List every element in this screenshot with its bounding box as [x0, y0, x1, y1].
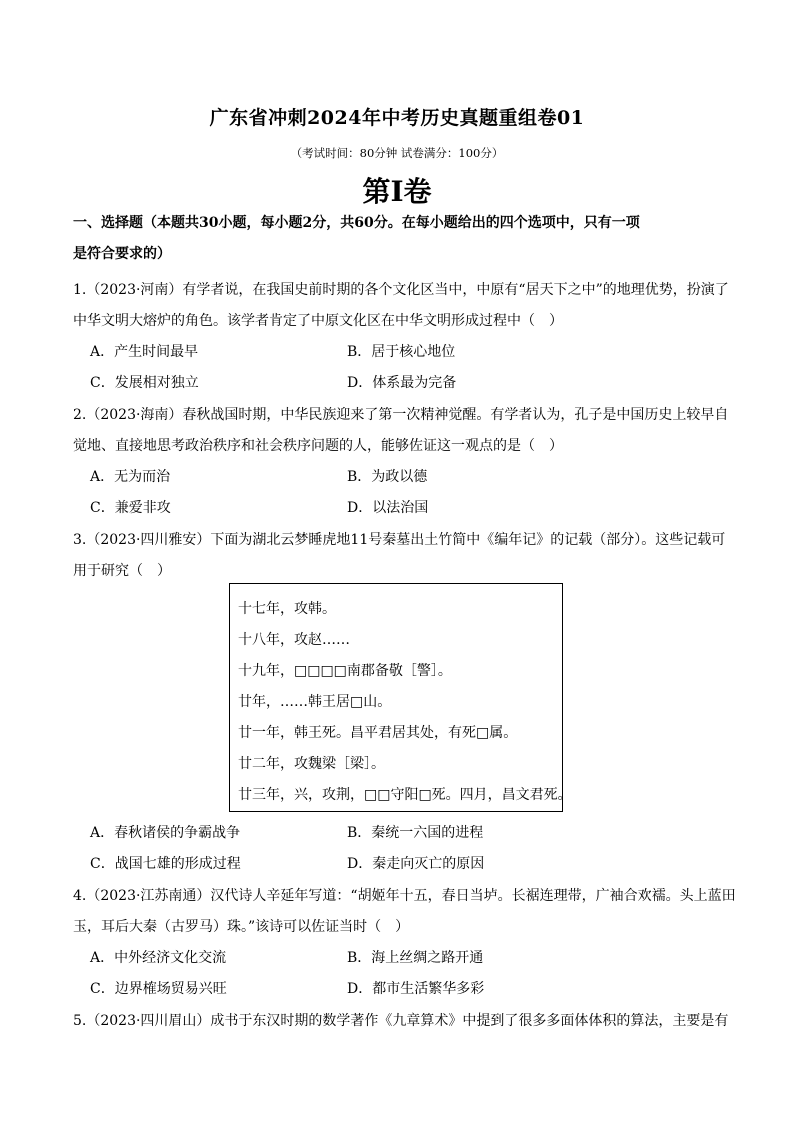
source-line: 廿年，……韩王居□山。: [238, 694, 392, 710]
question-4-line-2: 玉，耳后大秦（古罗马）珠。”该诗可以佐证当时（ ）: [73, 919, 410, 935]
q3-option-c[interactable]: C．战国七雄的形成过程: [90, 856, 241, 872]
source-material-box: [229, 583, 572, 812]
q1-option-b[interactable]: B．居于核心地位: [347, 344, 456, 360]
exam-subtitle: （考试时间：80分钟 试卷满分：100分）: [290, 146, 504, 160]
question-4-line-1: 4.（2023·江苏南通）汉代诗人辛延年写道：“胡姬年十五，春日当垆。长裾连理带，广袖合欢襦。头上蓝田: [73, 888, 736, 904]
source-line: 廿一年，韩王死。昌平君居其处，有死□属。: [238, 725, 518, 741]
exam-title: 广东省冲刺2024年中考历史真题重组卷01: [209, 107, 585, 129]
question-2-line-1: 2.（2023·海南）春秋战国时期，中华民族迎来了第一次精神觉醒。有学者认为，孔子是中国历史上较早自: [73, 407, 729, 423]
q1-option-d[interactable]: D．体系最为完备: [347, 375, 457, 391]
q2-option-d[interactable]: D．以法治国: [347, 500, 429, 516]
q4-option-a[interactable]: A．中外经济文化交流: [90, 950, 227, 966]
section-heading-line-2: 是符合要求的）: [73, 246, 171, 262]
q2-option-c[interactable]: C．兼爱非攻: [90, 500, 171, 516]
source-line: 十七年，攻韩。: [238, 601, 336, 617]
q3-option-d[interactable]: D．秦走向灭亡的原因: [347, 856, 485, 872]
question-5-line-1: 5.（2023·四川眉山）成书于东汉时期的数学著作《九章算术》中提到了很多多面体体积的算法，主要是有: [73, 1013, 729, 1029]
q3-option-a[interactable]: A．春秋诸侯的争霸战争: [90, 825, 241, 841]
question-2-line-2: 觉地、直接地思考政治秩序和社会秩序问题的人，能够佐证这一观点的是（ ）: [73, 438, 563, 454]
source-line: 廿三年，兴，攻荆，□□守阳□死。四月，昌文君死。: [238, 787, 572, 803]
q4-option-d[interactable]: D．都市生活繁华多彩: [347, 981, 485, 997]
question-3-line-2: 用于研究（ ）: [73, 563, 171, 579]
question-1-line-1: 1.（2023·河南）有学者说，在我国史前时期的各个文化区当中，中原有“居天下之中”的地理优势，扮演了: [73, 282, 729, 298]
source-line: 十九年，□□□□南郡备敬［警］。: [238, 663, 452, 679]
q3-option-b[interactable]: B．秦统一六国的进程: [347, 825, 484, 841]
q4-option-b[interactable]: B．海上丝绸之路开通: [347, 950, 484, 966]
source-line: 十八年，攻赵……: [238, 632, 350, 648]
source-line: 廿二年，攻魏梁［梁］。: [238, 756, 385, 772]
volume-heading: 第I卷: [362, 175, 432, 208]
q2-option-a[interactable]: A．无为而治: [90, 469, 171, 485]
question-1-line-2: 中华文明大熔炉的角色。该学者肯定了中原文化区在中华文明形成过程中（ ）: [73, 313, 563, 329]
q1-option-c[interactable]: C．发展相对独立: [90, 375, 199, 391]
q4-option-c[interactable]: C．边界榷场贸易兴旺: [90, 981, 227, 997]
q1-option-a[interactable]: A．产生时间最早: [90, 344, 199, 360]
question-3-line-1: 3.（2023·四川雅安）下面为湖北云梦睡虎地11号秦墓出土竹简中《编年记》的记载（部分）。这些记载可: [73, 532, 726, 548]
q2-option-b[interactable]: B．为政以德: [347, 469, 428, 485]
section-heading-line-1: 一、选择题（本题共30小题，每小题2分，共60分。在每小题给出的四个选项中，只有一项: [73, 215, 640, 231]
